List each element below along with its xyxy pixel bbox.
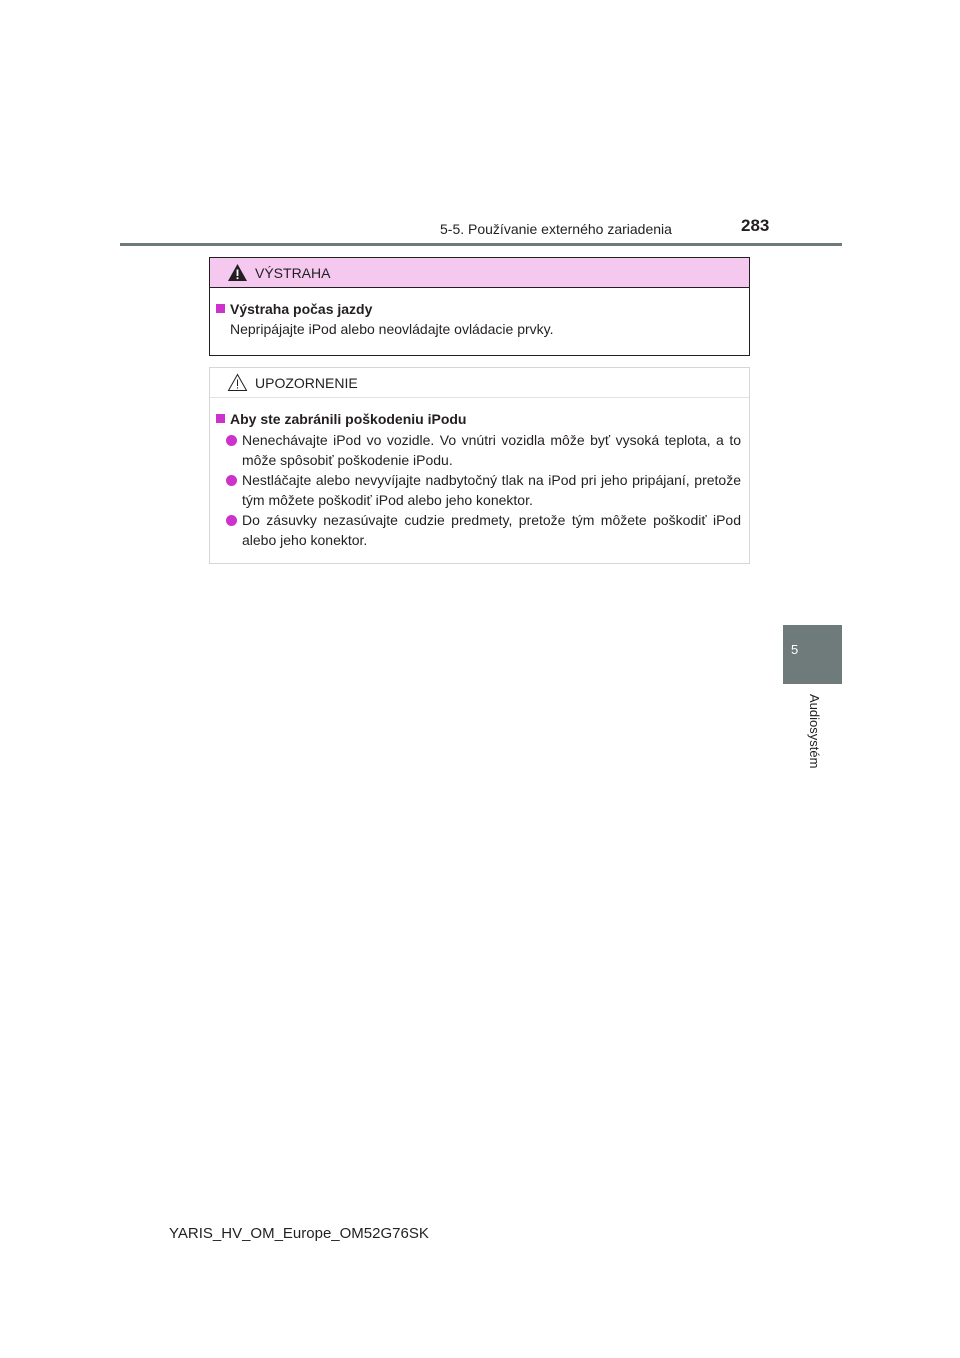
notice-bullet-text: Do zásuvky nezasúvajte cudzie predmety, pretože tým môžete poškodiť iPod alebo jeho konektor. <box>242 512 741 548</box>
header-rule <box>120 243 842 246</box>
warning-header <box>210 258 749 288</box>
notice-bullet-text: Nestláčajte alebo nevyvíjajte nadbytočný tlak na iPod pri jeho pripájaní, pretože tým môžete poškodiť iPod alebo jeho konektor. <box>242 472 741 508</box>
chapter-side-label: Audiosystém <box>807 694 822 769</box>
warning-subheading <box>216 301 372 317</box>
chapter-number: 5 <box>791 642 799 657</box>
warning-subheading-text: Výstraha počas jazdy <box>230 301 373 317</box>
warning-triangle-icon <box>227 263 248 282</box>
notice-bullet <box>226 510 741 550</box>
circle-bullet-icon <box>226 515 237 526</box>
page-number: 283 <box>741 216 770 235</box>
notice-subheading-text: Aby ste zabránili poškodeniu iPodu <box>230 411 467 427</box>
notice-subheading <box>216 411 466 427</box>
square-bullet-icon <box>216 304 225 313</box>
header-section-title: 5-5. Používanie externého zariadenia <box>440 221 672 237</box>
chapter-tab <box>783 625 842 684</box>
square-bullet-icon <box>216 414 225 423</box>
caution-triangle-outline-icon <box>227 373 248 392</box>
notice-title: UPOZORNENIE <box>255 375 358 391</box>
notice-bullet-text: Nenechávajte iPod vo vozidle. Vo vnútri vozidla môže byť vysoká teplota, a to môže spôsobiť poškodenie iPodu. <box>242 432 741 468</box>
warning-text: Nepripájajte iPod alebo neovládajte ovládacie prvky. <box>230 321 554 337</box>
footer-document-id: YARIS_HV_OM_Europe_OM52G76SK <box>169 1225 429 1242</box>
notice-box <box>209 367 750 564</box>
notice-bullet <box>226 430 741 470</box>
notice-bullet <box>226 470 741 510</box>
warning-box <box>209 257 750 356</box>
notice-header <box>210 368 749 398</box>
circle-bullet-icon <box>226 435 237 446</box>
circle-bullet-icon <box>226 475 237 486</box>
warning-title: VÝSTRAHA <box>255 265 331 281</box>
